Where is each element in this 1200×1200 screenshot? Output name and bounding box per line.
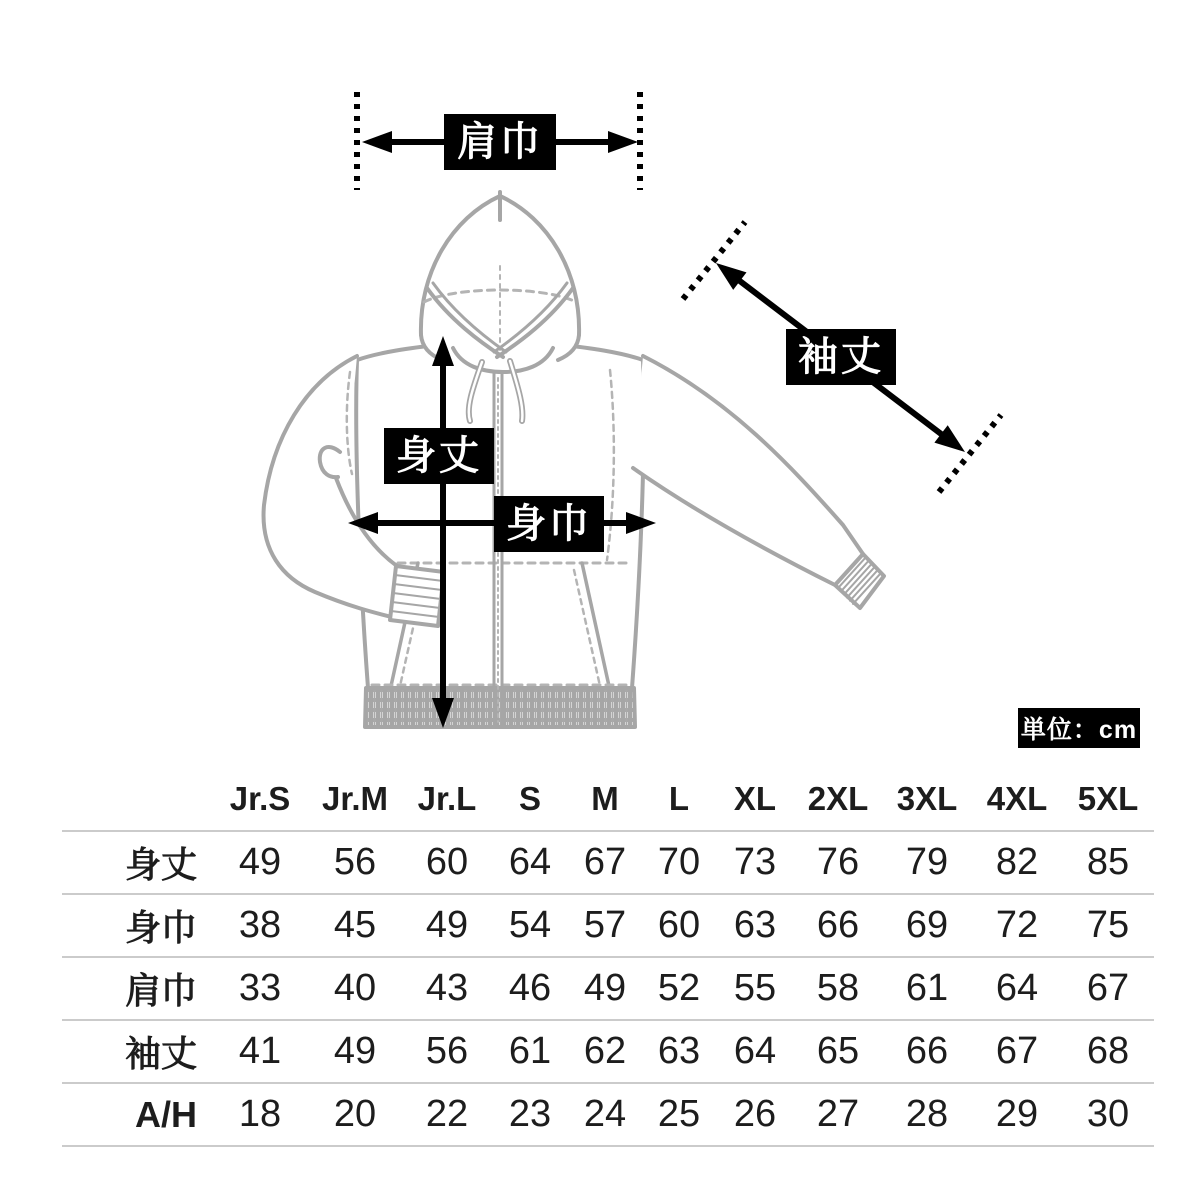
size-value-cell: 63	[733, 904, 777, 946]
size-value-cell: 54	[508, 904, 552, 946]
size-value-cell: 24	[583, 1093, 627, 1135]
size-value-cell: 49	[238, 841, 282, 883]
hoodie-right-sleeve	[633, 356, 884, 608]
size-value-cell: 52	[657, 967, 701, 1009]
size-table-row	[62, 894, 1154, 957]
size-row-label: 肩巾	[124, 970, 197, 1011]
size-value-cell: 63	[657, 1030, 701, 1072]
size-value-cell: 30	[1086, 1093, 1130, 1135]
size-value-cell: 33	[238, 967, 282, 1009]
hoodie-illustration	[264, 192, 884, 727]
size-value-cell: 58	[816, 967, 860, 1009]
size-row-label: 袖丈	[124, 1033, 197, 1074]
size-value-cell: 49	[583, 967, 627, 1009]
size-row-label: 身巾	[124, 907, 197, 948]
size-column-header: 2XL	[794, 768, 882, 831]
size-value-cell: 25	[657, 1093, 701, 1135]
size-value-cell: 56	[425, 1030, 469, 1072]
size-value-cell: 45	[333, 904, 377, 946]
size-table-corner-cell	[62, 768, 212, 831]
size-value-cell: 29	[995, 1093, 1039, 1135]
size-row-label: A/H	[135, 1093, 197, 1135]
size-table-header-row	[62, 768, 1154, 831]
size-table-body	[62, 831, 1154, 1146]
size-value-cell: 22	[425, 1093, 469, 1135]
size-value-cell: 49	[425, 904, 469, 946]
body-width-label: 身巾	[494, 496, 604, 552]
size-column-header: S	[492, 768, 568, 831]
size-table-row	[62, 1083, 1154, 1146]
size-value-cell: 56	[333, 841, 377, 883]
size-value-cell: 26	[733, 1093, 777, 1135]
size-value-cell: 62	[583, 1030, 627, 1072]
size-value-cell: 20	[333, 1093, 377, 1135]
size-value-cell: 67	[1086, 967, 1130, 1009]
body-length-label: 身丈	[384, 428, 494, 484]
size-table-head	[62, 768, 1154, 831]
size-value-cell: 68	[1086, 1030, 1130, 1072]
size-value-cell: 61	[905, 967, 949, 1009]
size-value-cell: 79	[905, 841, 949, 883]
shoulder-width-label: 肩巾	[444, 114, 556, 170]
size-column-header: 5XL	[1062, 768, 1154, 831]
size-value-cell: 61	[508, 1030, 552, 1072]
size-value-cell: 75	[1086, 904, 1130, 946]
size-value-cell: 18	[238, 1093, 282, 1135]
size-table-row	[62, 957, 1154, 1020]
size-value-cell: 40	[333, 967, 377, 1009]
size-value-cell: 72	[995, 904, 1039, 946]
size-column-header: Jr.M	[308, 768, 402, 831]
size-column-header: 4XL	[972, 768, 1062, 831]
size-value-cell: 23	[508, 1093, 552, 1135]
size-value-cell: 55	[733, 967, 777, 1009]
size-table-row	[62, 1020, 1154, 1083]
size-value-cell: 85	[1086, 841, 1130, 883]
size-value-cell: 67	[995, 1030, 1039, 1072]
size-column-header: M	[568, 768, 642, 831]
size-value-cell: 57	[583, 904, 627, 946]
size-value-cell: 82	[995, 841, 1039, 883]
size-row-label: 身丈	[124, 844, 197, 885]
size-value-cell: 66	[905, 1030, 949, 1072]
size-table	[62, 768, 1154, 1147]
size-value-cell: 28	[905, 1093, 949, 1135]
size-value-cell: 67	[583, 841, 627, 883]
size-value-cell: 41	[238, 1030, 282, 1072]
size-column-header: 3XL	[882, 768, 972, 831]
size-column-header: L	[642, 768, 716, 831]
size-value-cell: 65	[816, 1030, 860, 1072]
size-value-cell: 64	[733, 1030, 777, 1072]
size-column-header: Jr.S	[212, 768, 308, 831]
size-value-cell: 76	[816, 841, 860, 883]
size-value-cell: 69	[905, 904, 949, 946]
size-column-header: Jr.L	[402, 768, 492, 831]
size-value-cell: 38	[238, 904, 282, 946]
size-value-cell: 66	[816, 904, 860, 946]
size-value-cell: 46	[508, 967, 552, 1009]
size-value-cell: 27	[816, 1093, 860, 1135]
size-table-row	[62, 831, 1154, 894]
size-value-cell: 73	[733, 841, 777, 883]
size-value-cell: 49	[333, 1030, 377, 1072]
sleeve-length-label: 袖丈	[786, 329, 896, 385]
size-value-cell: 60	[657, 904, 701, 946]
size-value-cell: 64	[508, 841, 552, 883]
size-value-cell: 70	[657, 841, 701, 883]
size-value-cell: 60	[425, 841, 469, 883]
size-column-header: XL	[716, 768, 794, 831]
unit-badge: 単位：cm	[1018, 708, 1140, 748]
size-value-cell: 64	[995, 967, 1039, 1009]
size-value-cell: 43	[425, 967, 469, 1009]
